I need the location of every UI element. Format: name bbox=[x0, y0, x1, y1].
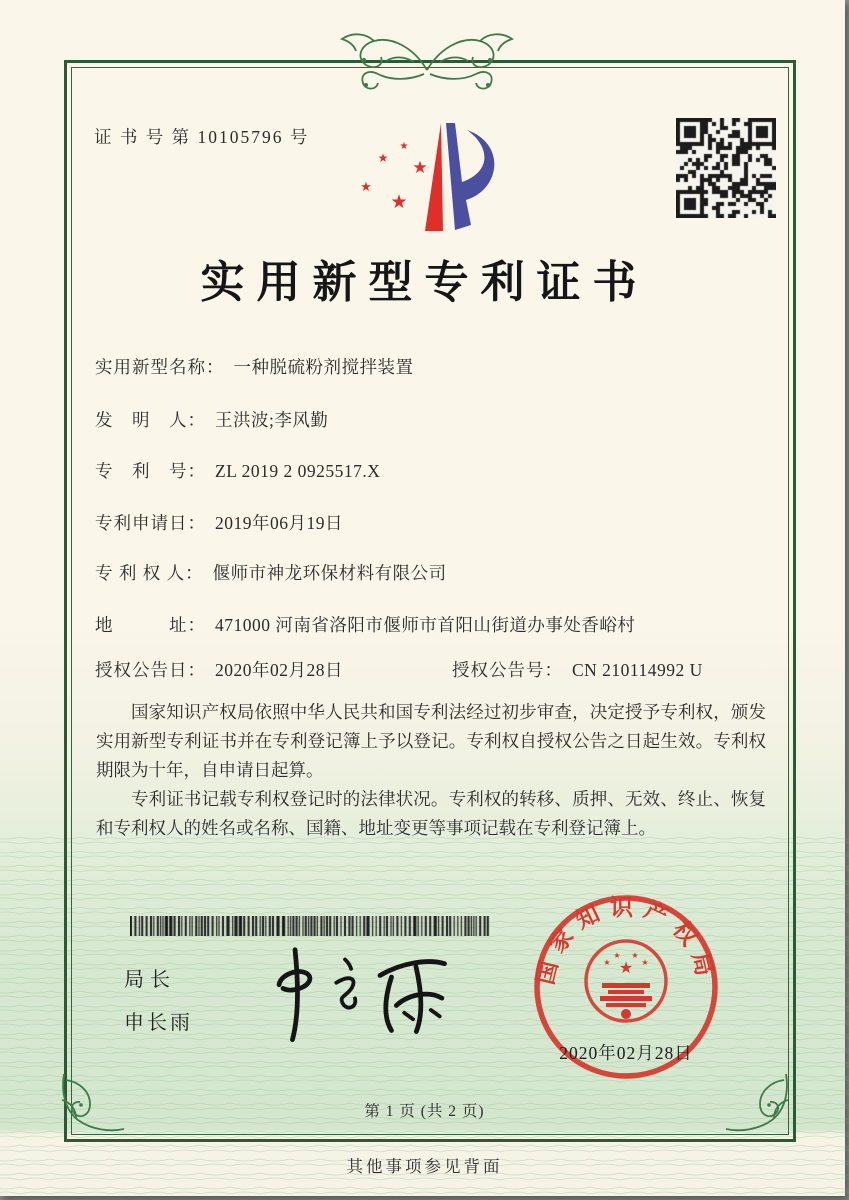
svg-text:★: ★ bbox=[360, 180, 372, 195]
svg-text:★: ★ bbox=[399, 141, 409, 152]
field-patent-number bbox=[95, 458, 380, 483]
director-signature bbox=[252, 938, 467, 1043]
legal-text bbox=[96, 698, 766, 843]
svg-text:★: ★ bbox=[377, 151, 389, 165]
svg-text:★: ★ bbox=[603, 958, 611, 967]
qr-code bbox=[676, 118, 776, 218]
certificate-title: 实用新型专利证书 bbox=[200, 258, 649, 307]
field-label: 实用新型名称： bbox=[95, 357, 225, 377]
svg-text:★: ★ bbox=[613, 951, 621, 960]
national-emblem-icon bbox=[586, 941, 666, 1021]
field-label: 授权公告号： bbox=[452, 660, 563, 680]
legal-paragraph-2: 专利证书记载专利权登记时的法律状况。专利权的转移、质押、无效、终止、恢复和专利权人的姓名或名称、国籍、地址变更等事项记载在专利登记簿上。 bbox=[96, 789, 766, 838]
svg-text:★: ★ bbox=[641, 958, 649, 967]
field-patentee bbox=[95, 560, 447, 585]
official-seal bbox=[520, 885, 732, 1097]
field-value: 471000 河南省洛阳市偃师市首阳山街道办事处香峪村 bbox=[215, 615, 636, 635]
field-label: 专 利 号： bbox=[95, 461, 206, 481]
svg-text:★: ★ bbox=[412, 158, 428, 178]
field-inventor bbox=[95, 407, 328, 432]
field-value: ZL 2019 2 0925517.X bbox=[215, 461, 381, 481]
director-title: 局长 bbox=[124, 969, 176, 991]
field-label: 地 址： bbox=[95, 615, 206, 635]
field-address bbox=[95, 612, 635, 637]
field-value: 偃师市神龙环保材料有限公司 bbox=[212, 563, 447, 583]
seal-text: 国家知识产权局 bbox=[532, 895, 720, 987]
field-value: 王洪波;李风勤 bbox=[215, 410, 329, 430]
field-value: CN 210114992 U bbox=[572, 660, 703, 680]
field-value: 2020年02月28日 bbox=[215, 660, 343, 680]
svg-text:★: ★ bbox=[618, 958, 634, 977]
svg-text:★: ★ bbox=[631, 951, 639, 960]
legal-paragraph-1: 国家知识产权局依照中华人民共和国专利法经过初步审查，决定授予专利权，颁发实用新型专利证书并在专利登记簿上予以登记。专利权自授权公告之日起生效。专利权期限为十年，自申请日起算。 bbox=[96, 702, 766, 780]
barcode bbox=[130, 916, 490, 936]
field-label: 发 明 人： bbox=[95, 410, 206, 430]
field-label: 授权公告日： bbox=[95, 660, 206, 680]
field-value: 2019年06月19日 bbox=[215, 513, 343, 533]
cnipa-logo-icon bbox=[345, 108, 525, 238]
page-indicator: 第 1 页 (共 2 页) bbox=[364, 1103, 485, 1120]
field-label: 专 利 权 人： bbox=[95, 563, 204, 583]
field-value: 一种脱硫粉剂搅拌装置 bbox=[233, 357, 414, 377]
svg-text:★: ★ bbox=[390, 191, 408, 213]
back-side-note: 其他事项参见背面 bbox=[346, 1157, 503, 1176]
field-utility-model-name bbox=[95, 354, 414, 379]
field-filing-date bbox=[95, 510, 343, 535]
field-label: 专利申请日： bbox=[95, 513, 206, 533]
director-name: 申长雨 bbox=[124, 1012, 193, 1034]
seal-date: 2020年02月28日 bbox=[559, 1043, 693, 1063]
field-grant-date bbox=[95, 657, 343, 682]
field-grant-number bbox=[452, 657, 703, 682]
certificate-number: 证 书 号 第 10105796 号 bbox=[94, 127, 310, 147]
